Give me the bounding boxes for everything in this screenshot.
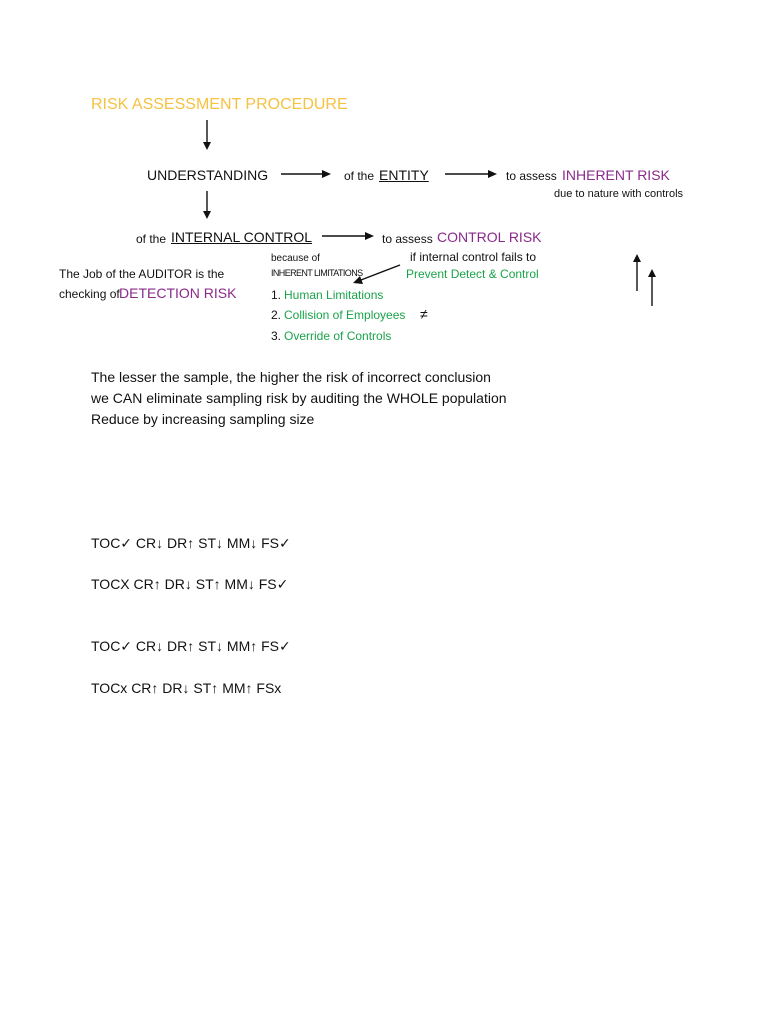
- prevent-detect-label: Prevent Detect & Control: [406, 267, 539, 281]
- control-risk-label: CONTROL RISK: [437, 229, 542, 245]
- arrow-down-1-head: [203, 142, 211, 150]
- assess-inherent-prefix: to assess: [506, 169, 557, 183]
- limitation-num: 2.: [271, 308, 282, 322]
- note-line: Reduce by increasing sampling size: [91, 411, 315, 427]
- assess-control-prefix: to assess: [382, 232, 433, 246]
- inherent-risk-label: INHERENT RISK: [562, 167, 670, 183]
- limitation-item: Override of Controls: [284, 329, 392, 343]
- auditor-line-2-prefix: checking of: [59, 287, 120, 301]
- arrow-right-1-head: [322, 170, 331, 178]
- understanding-label: UNDERSTANDING: [147, 167, 269, 183]
- diagram-title: RISK ASSESSMENT PROCEDURE: [91, 96, 348, 113]
- inherent-limitations-label: INHERENT LIMITATIONS: [271, 268, 363, 278]
- arrow-down-2-head: [203, 211, 211, 219]
- because-of-label: because of: [271, 253, 320, 264]
- arrow-up-2-head: [648, 269, 656, 277]
- formula-line: TOC✓ CR↓ DR↑ ST↓ MM↑ FS✓: [91, 638, 291, 654]
- entity-prefix: of the: [344, 169, 375, 183]
- formula-line: TOC✓ CR↓ DR↑ ST↓ MM↓ FS✓: [91, 535, 291, 551]
- internal-control-prefix: of the: [136, 232, 167, 246]
- if-fails-label: if internal control fails to: [410, 250, 537, 264]
- arrow-right-3-head: [365, 232, 374, 240]
- detection-risk-label: DETECTION RISK: [119, 285, 237, 301]
- formula-line: TOCX CR↑ DR↓ ST↑ MM↓ FS✓: [91, 576, 289, 592]
- auditor-line-1: The Job of the AUDITOR is the: [59, 267, 225, 281]
- arrow-right-2-head: [488, 170, 497, 178]
- arrow-diagonal: [361, 265, 400, 280]
- limitation-item: Human Limitations: [284, 288, 384, 302]
- limitation-num: 1.: [271, 288, 282, 302]
- arrow-up-1-head: [633, 254, 641, 262]
- limitation-item: Collision of Employees: [284, 308, 406, 322]
- entity-label: ENTITY: [379, 167, 429, 183]
- note-line: we CAN eliminate sampling risk by auditing the WHOLE population: [91, 390, 507, 406]
- inherent-note: due to nature with controls: [554, 188, 684, 200]
- formula-line: TOCx CR↑ DR↓ ST↑ MM↑ FSx: [91, 680, 282, 696]
- limitation-num: 3.: [271, 329, 282, 343]
- internal-control-label: INTERNAL CONTROL: [171, 229, 313, 245]
- note-line: The lesser the sample, the higher the risk of incorrect conclusion: [91, 369, 491, 385]
- not-equal-symbol: ≠: [420, 306, 428, 322]
